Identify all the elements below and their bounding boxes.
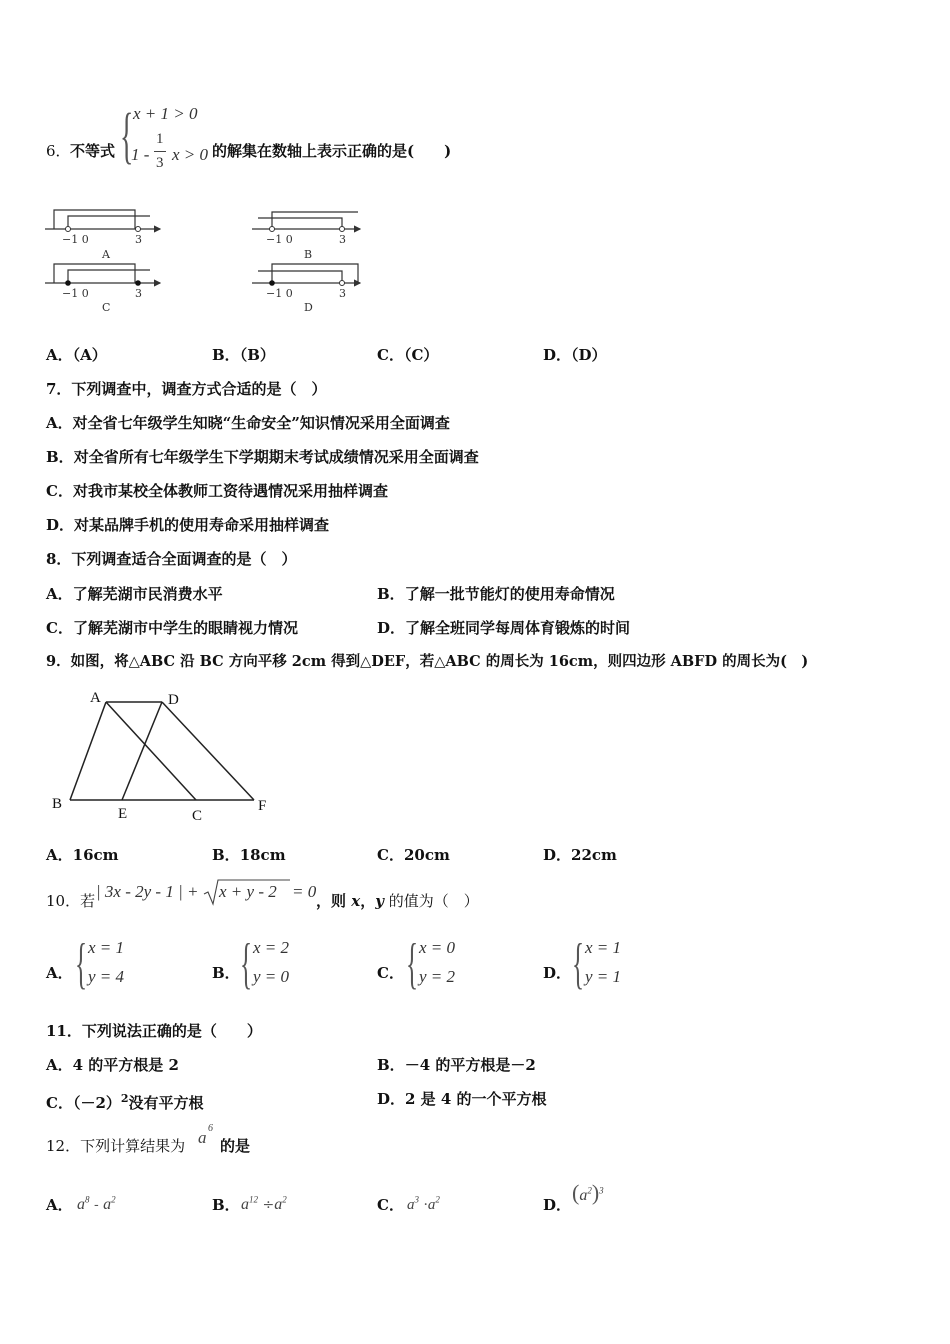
q9-label-e: E — [118, 806, 128, 822]
q8-option-b[interactable]: B．了解一批节能灯的使用寿命情况 — [377, 585, 615, 603]
q8-option-c[interactable]: C．了解芜湖市中学生的眼睛视力情况 — [46, 619, 298, 637]
q7-option-b[interactable]: B．对全省所有七年级学生下学期期末考试成绩情况采用全面调查 — [46, 448, 479, 466]
q9-segment-ab — [70, 702, 106, 800]
q11-option-d[interactable]: D．2 是 4 的一个平方根 — [377, 1090, 547, 1108]
q10-expr-eq: = 0 — [292, 882, 317, 901]
q9-label-b: B — [52, 796, 63, 812]
q9-segment-ac — [106, 702, 196, 800]
q6-system-line2-a: 1 - — [131, 145, 150, 164]
q12-option-c[interactable]: C． — [377, 1196, 404, 1214]
q6-panel-d — [252, 264, 360, 314]
q12-option-b[interactable]: B． — [212, 1196, 240, 1214]
q6-c-tick-right: 3 — [135, 287, 142, 300]
q6-system-line1: x + 1 > 0 — [133, 104, 198, 123]
q11-stem: 11．下列说法正确的是（ ） — [46, 1022, 262, 1040]
q9-label-a: A — [90, 690, 101, 706]
q9-option-c[interactable]: C．20cm — [377, 846, 450, 864]
q12-base: a — [198, 1128, 207, 1147]
q6-b-tick-right: 3 — [339, 233, 346, 246]
q12-c-expr: $a^3 \cdot a^2$ — [407, 1194, 440, 1213]
q9-label-d: D — [168, 692, 179, 708]
q6-prefix: 不等式 — [70, 142, 116, 160]
q6-c-tick-left: −1 0 — [62, 287, 89, 300]
q12-d-expr: $(a^2)^3$ — [572, 1180, 604, 1205]
q10-suffix: ，则 x，y 的值为（ ） — [316, 892, 479, 910]
q10-number: 10．若 — [46, 892, 96, 910]
q6-panel-a — [45, 210, 160, 261]
q7-option-c[interactable]: C．对我市某校全体教师工资待遇情况采用抽样调查 — [46, 482, 388, 500]
q11-option-a[interactable]: A．4 的平方根是 2 — [46, 1056, 179, 1074]
q6-b-label: B — [304, 248, 313, 261]
q6-frac-den: 3 — [156, 155, 164, 171]
q7-option-d[interactable]: D．对某品牌手机的使用寿命采用抽样调查 — [46, 516, 330, 534]
q6-frac-num: 1 — [156, 131, 164, 147]
q10-option-d[interactable]: D． — [543, 964, 572, 982]
q7-option-a[interactable]: A．对全省七年级学生知晓“生命安全”知识情况采用全面调查 — [46, 414, 450, 432]
q6-system-brace: { — [120, 102, 134, 170]
q9-label-f: F — [258, 798, 267, 814]
q10-option-b[interactable]: B． — [212, 964, 240, 982]
q12-number: 12．下列计算结果为 — [46, 1137, 186, 1155]
q11-option-b[interactable]: B．－4 的平方根是－2 — [377, 1056, 536, 1074]
q11-option-c[interactable]: C．$(-2)^2$没有平方根 — [46, 1092, 204, 1112]
q10-b-line2: y = 0 — [253, 967, 290, 986]
q10-d-brace: { — [572, 933, 585, 995]
q6-number: 6． — [46, 142, 71, 160]
q10-d-line2: y = 1 — [585, 967, 622, 986]
q9-option-b[interactable]: B．18cm — [212, 846, 286, 864]
q9-stem: 9．如图，将△ABC 沿 BC 方向平移 2cm 得到△DEF，若△ABC 的周长为 16cm，则四边形 ABFD 的周长为( ) — [46, 653, 809, 670]
q9-segment-de — [122, 702, 162, 800]
q10-option-c[interactable]: C． — [377, 964, 404, 982]
q6-b-tick-left: −1 0 — [266, 233, 293, 246]
q12-option-a[interactable]: A． — [46, 1196, 73, 1214]
q10-option-a[interactable]: A． — [46, 964, 73, 982]
q10-a-line2: y = 4 — [88, 967, 125, 986]
q6-d-tick-right: 3 — [339, 287, 346, 300]
q6-d-tick-left: −1 0 — [266, 287, 293, 300]
q9-option-d[interactable]: D．22cm — [543, 846, 617, 864]
q6-a-tick-right: 3 — [135, 233, 142, 246]
q12-suffix: 的是 — [220, 1137, 251, 1155]
q9-label-c: C — [192, 808, 203, 824]
q8-stem: 8．下列调查适合全面调查的是（ ） — [46, 550, 297, 568]
q7-stem: 7．下列调查中，调查方式合适的是（ ） — [46, 380, 327, 398]
q10-expr-sqrt: x + y - 2 — [219, 882, 277, 901]
q6-c-label: C — [102, 301, 111, 314]
q12-b-expr: $a^{12} \div a^2$ — [241, 1194, 287, 1213]
q6-panel-b — [252, 212, 360, 261]
q6-option-b[interactable]: B．（B） — [212, 346, 275, 364]
q6-option-c[interactable]: C．（C） — [377, 346, 439, 364]
q6-numberline-diagram — [40, 205, 370, 315]
q10-c-line2: y = 2 — [419, 967, 456, 986]
q10-expr-abs: | 3x - 2y - 1 | + — [96, 882, 199, 901]
q8-option-d[interactable]: D．了解全班同学每周体育锻炼的时间 — [377, 619, 631, 637]
q10-c-brace: { — [406, 933, 419, 995]
q6-option-a[interactable]: A．（A） — [46, 346, 107, 364]
q10-a-brace: { — [75, 933, 88, 995]
q9-option-a[interactable]: A．16cm — [46, 846, 119, 864]
q12-exp: 6 — [208, 1123, 213, 1134]
q6-system-line2-b: x > 0 — [172, 145, 209, 164]
q12-option-d[interactable]: D． — [543, 1196, 572, 1214]
q6-option-d[interactable]: D．（D） — [543, 346, 607, 364]
q9-figure — [46, 686, 286, 826]
q9-segment-df — [162, 702, 254, 800]
q10-b-line1: x = 2 — [253, 938, 290, 957]
q6-frac-bar — [154, 151, 166, 152]
q10-d-line1: x = 1 — [585, 938, 622, 957]
q6-d-label: D — [304, 301, 313, 314]
q12-a-expr: $a^8 - a^2$ — [77, 1194, 116, 1213]
q10-b-brace: { — [240, 933, 253, 995]
q6-suffix: 的解集在数轴上表示正确的是( ) — [212, 142, 452, 160]
q6-panel-c — [45, 264, 160, 314]
q10-a-line1: x = 1 — [88, 938, 125, 957]
q6-a-label: A — [102, 248, 110, 261]
q8-option-a[interactable]: A．了解芜湖市民消费水平 — [46, 585, 223, 603]
q6-a-tick-left: −1 0 — [62, 233, 89, 246]
q10-c-line1: x = 0 — [419, 938, 456, 957]
